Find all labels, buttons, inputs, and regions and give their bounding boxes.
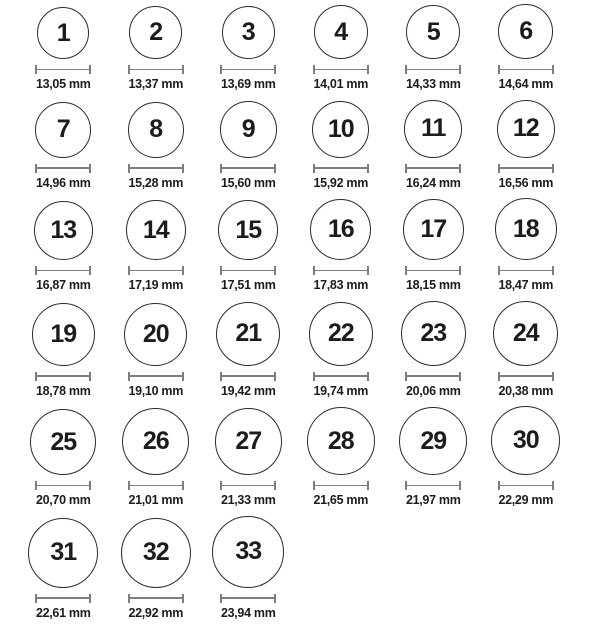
ring-size-number: 17 [420,217,446,242]
ring-size-cell [202,200,295,301]
measure-tick-left [35,372,37,381]
ring-size-number: 27 [235,429,261,454]
diameter-label: 16,24 mm [406,177,461,190]
measure-tick-right [274,594,276,603]
measure-bar [498,375,554,377]
ring-size-cell [110,303,203,407]
diameter-label: 17,19 mm [128,279,183,292]
ring-size-cell [387,100,480,199]
diameter-label: 13,37 mm [128,78,183,91]
ring-size-cell [387,301,480,407]
measure-tick-right [459,164,461,173]
measure-bar [498,167,554,169]
ring-size-number: 28 [328,429,354,454]
ring-circle [495,198,557,260]
measure-tick-left [220,372,222,381]
measure-bar [405,69,461,71]
diameter-measure-bracket [498,266,554,275]
ring-size-cell [17,303,110,407]
ring-size-cell [110,408,203,516]
ring-size-cell [480,4,573,100]
ring-circle [216,302,280,366]
ring-size-number: 11 [421,116,445,141]
ring-size-cell [17,102,110,199]
measure-bar [220,485,276,487]
measure-tick-right [552,266,554,275]
diameter-measure-bracket [313,372,369,381]
measure-tick-left [405,372,407,381]
ring-size-number: 13 [50,218,76,243]
measure-tick-right [89,594,91,603]
ring-circle [310,199,371,260]
diameter-measure-bracket [498,164,554,173]
ring-size-cell [480,406,573,516]
ring-size-row [17,100,572,199]
ring-size-number: 21 [235,321,261,346]
ring-size-number: 18 [513,217,539,242]
ring-size-cell [295,302,388,407]
diameter-label: 16,87 mm [36,279,91,292]
ring-size-cell [110,200,203,301]
measure-tick-right [552,164,554,173]
ring-circle [28,518,98,588]
measure-tick-right [89,65,91,74]
diameter-measure-bracket [35,65,91,74]
ring-size-cell [295,5,388,100]
diameter-measure-bracket [313,164,369,173]
diameter-measure-bracket [128,372,184,381]
diameter-measure-bracket [313,266,369,275]
ring-circle [37,7,89,59]
measure-bar [128,597,184,599]
ring-circle [34,201,93,260]
ring-circle [491,406,560,475]
measure-tick-right [274,164,276,173]
ring-circle [220,101,277,158]
measure-bar [128,69,184,71]
measure-tick-left [35,594,37,603]
measure-tick-left [498,164,500,173]
measure-tick-left [498,481,500,490]
measure-tick-left [220,164,222,173]
diameter-measure-bracket [220,65,276,74]
ring-size-cell [17,201,110,301]
measure-tick-left [498,372,500,381]
diameter-measure-bracket [35,164,91,173]
measure-bar [405,270,461,272]
diameter-measure-bracket [35,594,91,603]
diameter-label: 13,05 mm [36,78,91,91]
ring-circle [399,407,467,475]
measure-bar [313,270,369,272]
ring-size-number: 22 [328,321,354,346]
diameter-label: 18,78 mm [36,385,91,398]
ring-size-row [17,198,572,301]
measure-tick-left [220,65,222,74]
measure-tick-left [405,164,407,173]
measure-tick-left [313,65,315,74]
ring-circle [128,102,184,158]
diameter-measure-bracket [498,372,554,381]
ring-size-number: 8 [149,117,162,142]
measure-tick-left [128,266,130,275]
diameter-measure-bracket [220,594,276,603]
measure-tick-right [274,372,276,381]
measure-bar [128,375,184,377]
diameter-label: 19,42 mm [221,385,276,398]
ring-size-number: 7 [57,117,70,142]
ring-size-number: 30 [513,428,539,453]
diameter-measure-bracket [220,164,276,173]
measure-bar [35,167,91,169]
diameter-measure-bracket [128,65,184,74]
ring-circle [32,303,95,366]
measure-tick-right [552,65,554,74]
diameter-measure-bracket [313,481,369,490]
diameter-label: 18,15 mm [406,279,461,292]
measure-tick-left [128,372,130,381]
ring-size-number: 10 [328,117,354,142]
diameter-measure-bracket [498,65,554,74]
diameter-measure-bracket [128,164,184,173]
diameter-measure-bracket [313,65,369,74]
diameter-label: 18,47 mm [498,279,553,292]
measure-bar [220,270,276,272]
ring-size-cell [387,199,480,301]
ring-size-cell [480,198,573,301]
measure-tick-right [182,594,184,603]
ring-size-number: 3 [242,20,255,45]
measure-tick-left [405,481,407,490]
ring-size-number: 15 [235,218,261,243]
diameter-measure-bracket [405,164,461,173]
measure-tick-right [182,372,184,381]
diameter-measure-bracket [220,266,276,275]
ring-size-cell [202,302,295,407]
measure-tick-right [89,266,91,275]
diameter-measure-bracket [128,481,184,490]
ring-size-number: 29 [420,429,446,454]
diameter-label: 15,92 mm [313,177,368,190]
diameter-label: 14,01 mm [313,78,368,91]
measure-tick-right [552,481,554,490]
ring-size-number: 32 [143,540,169,565]
measure-tick-left [35,164,37,173]
diameter-label: 21,33 mm [221,494,276,507]
ring-size-cell [110,6,203,100]
ring-circle [497,100,555,158]
measure-tick-left [35,481,37,490]
ring-circle [406,5,460,59]
ring-size-number: 5 [427,20,440,45]
ring-size-number: 4 [334,20,347,45]
diameter-label: 15,28 mm [128,177,183,190]
measure-bar [35,69,91,71]
diameter-measure-bracket [35,266,91,275]
ring-size-row [17,516,572,628]
diameter-measure-bracket [405,65,461,74]
measure-tick-left [220,266,222,275]
measure-bar [498,270,554,272]
measure-tick-right [367,372,369,381]
diameter-label: 14,64 mm [498,78,553,91]
diameter-label: 22,92 mm [128,607,183,620]
diameter-measure-bracket [405,372,461,381]
diameter-measure-bracket [405,481,461,490]
measure-bar [313,69,369,71]
measure-tick-left [128,481,130,490]
diameter-label: 22,61 mm [36,607,91,620]
diameter-label: 20,06 mm [406,385,461,398]
measure-tick-left [35,65,37,74]
diameter-label: 20,70 mm [36,494,91,507]
measure-tick-left [405,65,407,74]
diameter-measure-bracket [220,481,276,490]
measure-bar [35,375,91,377]
ring-size-cell [202,6,295,100]
measure-tick-right [459,266,461,275]
diameter-label: 13,69 mm [221,78,276,91]
measure-tick-left [128,65,130,74]
diameter-label: 19,74 mm [313,385,368,398]
ring-size-number: 25 [50,430,76,455]
measure-tick-right [367,65,369,74]
measure-bar [498,69,554,71]
measure-tick-right [274,65,276,74]
ring-size-number: 23 [420,321,446,346]
ring-circle [215,408,282,475]
ring-size-number: 33 [235,539,261,564]
measure-tick-left [405,266,407,275]
measure-tick-right [367,481,369,490]
diameter-label: 22,29 mm [498,494,553,507]
ring-size-cell [480,100,573,199]
ring-size-cell [387,5,480,100]
measure-bar [128,167,184,169]
measure-tick-right [459,481,461,490]
measure-bar [313,485,369,487]
diameter-label: 21,97 mm [406,494,461,507]
diameter-measure-bracket [35,372,91,381]
measure-tick-right [552,372,554,381]
measure-tick-right [274,481,276,490]
ring-size-cell [480,301,573,407]
measure-tick-left [313,372,315,381]
ring-size-cell [295,101,388,199]
ring-size-cell [295,199,388,301]
ring-size-cell [110,102,203,199]
measure-bar [35,270,91,272]
ring-circle [222,6,275,59]
measure-bar [220,375,276,377]
diameter-label: 14,33 mm [406,78,461,91]
ring-size-number: 9 [242,117,255,142]
ring-size-cell [387,407,480,516]
ring-size-number: 1 [57,21,70,46]
ring-size-number: 14 [143,218,169,243]
measure-tick-right [182,65,184,74]
measure-tick-right [89,164,91,173]
measure-tick-left [313,266,315,275]
ring-size-number: 2 [149,20,162,45]
measure-bar [405,375,461,377]
diameter-label: 14,96 mm [36,177,91,190]
ring-size-row [17,406,572,516]
ring-size-number: 19 [50,322,76,347]
measure-tick-right [182,266,184,275]
ring-size-number: 6 [519,19,532,44]
diameter-measure-bracket [498,481,554,490]
measure-bar [128,485,184,487]
ring-size-cell [295,407,388,516]
diameter-label: 23,94 mm [221,607,276,620]
diameter-label: 16,56 mm [498,177,553,190]
ring-size-cell [110,518,203,628]
measure-tick-left [220,481,222,490]
diameter-measure-bracket [128,594,184,603]
measure-bar [498,485,554,487]
measure-tick-left [128,164,130,173]
ring-size-cell [17,7,110,100]
ring-circle [35,102,91,158]
measure-bar [35,597,91,599]
measure-tick-right [89,481,91,490]
ring-size-cell [202,408,295,516]
measure-bar [220,167,276,169]
ring-circle [404,100,462,158]
ring-circle [121,518,191,588]
measure-bar [313,167,369,169]
diameter-measure-bracket [128,266,184,275]
ring-circle [493,301,558,366]
ring-size-cell [17,409,110,516]
ring-circle [212,516,284,588]
ring-circle [401,301,466,366]
measure-tick-left [128,594,130,603]
ring-circle [126,200,186,260]
ring-circle [30,409,96,475]
ring-size-cell [202,101,295,199]
diameter-label: 17,51 mm [221,279,276,292]
ring-circle [307,407,375,475]
measure-bar [405,485,461,487]
ring-circle [129,6,182,59]
ring-size-cell [17,518,110,628]
ring-size-number: 31 [50,540,76,565]
ring-size-number: 12 [513,116,539,141]
measure-tick-right [367,266,369,275]
measure-tick-left [313,481,315,490]
measure-tick-left [220,594,222,603]
ring-circle [314,5,368,59]
measure-bar [220,69,276,71]
measure-tick-right [182,481,184,490]
measure-tick-right [367,164,369,173]
diameter-label: 19,10 mm [128,385,183,398]
measure-tick-right [459,372,461,381]
diameter-measure-bracket [35,481,91,490]
measure-tick-left [498,266,500,275]
measure-bar [220,597,276,599]
measure-tick-left [498,65,500,74]
measure-tick-left [313,164,315,173]
diameter-label: 21,01 mm [128,494,183,507]
ring-circle [122,408,189,475]
diameter-label: 15,60 mm [221,177,276,190]
measure-tick-right [459,65,461,74]
ring-circle [312,101,369,158]
ring-size-number: 16 [328,217,354,242]
ring-size-cell [202,516,295,628]
ring-circle [498,4,553,59]
measure-bar [313,375,369,377]
ring-circle [218,200,278,260]
ring-size-number: 20 [143,322,169,347]
diameter-measure-bracket [405,266,461,275]
diameter-label: 20,38 mm [498,385,553,398]
diameter-label: 17,83 mm [313,279,368,292]
measure-tick-right [182,164,184,173]
ring-size-number: 24 [513,321,539,346]
diameter-label: 21,65 mm [313,494,368,507]
measure-tick-left [35,266,37,275]
ring-circle [124,303,187,366]
measure-bar [405,167,461,169]
measure-tick-right [274,266,276,275]
ring-size-number: 26 [143,429,169,454]
measure-bar [128,270,184,272]
ring-size-row [17,301,572,407]
measure-bar [35,485,91,487]
ring-circle [309,302,373,366]
ring-circle [403,199,464,260]
ring-size-row [17,4,572,100]
diameter-measure-bracket [220,372,276,381]
measure-tick-right [89,372,91,381]
